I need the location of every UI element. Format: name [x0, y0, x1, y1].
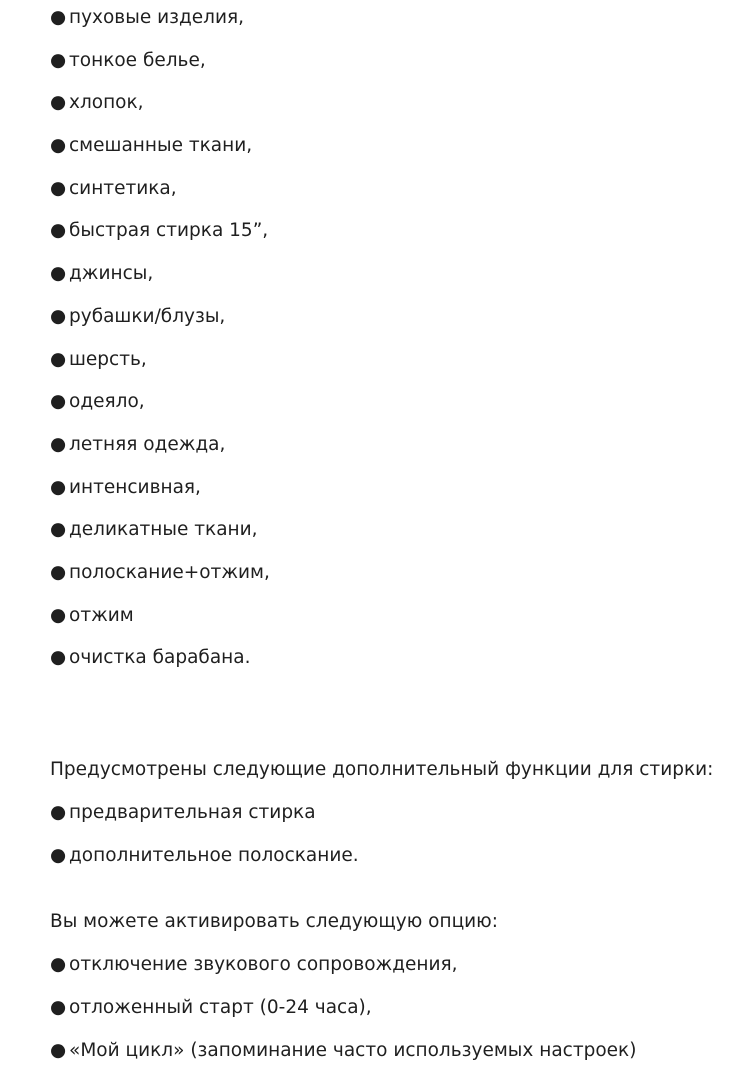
section-spacer: [50, 880, 720, 904]
list-item-text: дополнительное полоскание.: [69, 844, 359, 866]
list-item-text: хлопок,: [69, 92, 144, 114]
section-spacer: [50, 683, 720, 752]
bullet-icon: ●: [50, 177, 67, 199]
extra-functions-intro: Предусмотрены следующие дополнительный функции для стирки:: [50, 759, 714, 780]
bullet-icon: ●: [50, 92, 67, 114]
list-item: [50, 947, 720, 990]
list-item-text: рубашки/блузы,: [69, 305, 226, 327]
bullet-icon: ●: [50, 391, 67, 413]
list-item-text: пуховые изделия,: [69, 7, 244, 28]
list-item: [50, 256, 720, 299]
list-item: [50, 85, 720, 128]
bullet-icon: ●: [50, 647, 67, 669]
list-item-text: синтетика,: [69, 177, 177, 199]
list-item: [50, 43, 720, 86]
list-item: [50, 838, 720, 881]
list-item-text: полоскание+отжим,: [69, 561, 270, 583]
list-item-text: предварительная стирка: [69, 802, 316, 823]
list-item: [50, 384, 720, 427]
options-list: [50, 947, 720, 1075]
bullet-icon: ●: [50, 7, 67, 28]
bullet-icon: ●: [50, 844, 67, 866]
bullet-icon: ●: [50, 802, 67, 823]
bullet-icon: ●: [50, 954, 67, 976]
bullet-icon: ●: [50, 997, 67, 1019]
list-item: [50, 128, 720, 171]
list-item-text: отжим: [69, 604, 134, 626]
list-item-text: одеяло,: [69, 391, 145, 413]
bullet-icon: ●: [50, 220, 67, 242]
list-item-text: джинсы,: [69, 263, 154, 285]
list-item-text: быстрая стирка 15”,: [69, 220, 269, 242]
list-item-text: летняя одежда,: [69, 433, 226, 455]
article-content: [50, 0, 720, 1075]
bullet-icon: ●: [50, 348, 67, 370]
list-item: [50, 640, 720, 683]
bullet-icon: ●: [50, 604, 67, 626]
extra-functions-list: [50, 795, 720, 880]
list-item-text: шерсть,: [69, 348, 147, 370]
list-item: [50, 171, 720, 214]
bullet-icon: ●: [50, 519, 67, 541]
bullet-icon: ●: [50, 305, 67, 327]
bullet-icon: ●: [50, 433, 67, 455]
bullet-icon: ●: [50, 476, 67, 498]
list-item-text: смешанные ткани,: [69, 135, 253, 157]
bullet-icon: ●: [50, 263, 67, 285]
list-item: [50, 299, 720, 342]
list-item: [50, 795, 720, 838]
list-item: [50, 555, 720, 598]
list-item-text: интенсивная,: [69, 476, 201, 498]
list-item: [50, 427, 720, 470]
list-item-text: «Мой цикл» (запоминание часто используемых настроек): [69, 1039, 637, 1061]
list-item: [50, 990, 720, 1033]
list-item: [50, 512, 720, 555]
programs-list: [50, 0, 720, 683]
bullet-icon: ●: [50, 135, 67, 157]
list-item-text: отключение звукового сопровождения,: [69, 954, 458, 976]
list-item: [50, 470, 720, 513]
list-item-text: тонкое белье,: [69, 49, 206, 71]
bullet-icon: ●: [50, 561, 67, 583]
list-item: [50, 0, 720, 43]
list-item-text: деликатные ткани,: [69, 519, 258, 541]
list-item: [50, 598, 720, 641]
list-item: [50, 213, 720, 256]
list-item: [50, 1033, 720, 1076]
bullet-icon: ●: [50, 1039, 67, 1061]
list-item-text: отложенный старт (0-24 часа),: [69, 997, 372, 1019]
bullet-icon: ●: [50, 49, 67, 71]
list-item: [50, 342, 720, 385]
options-intro: Вы можете активировать следующую опцию:: [50, 911, 498, 933]
list-item-text: очистка барабана.: [69, 647, 251, 669]
